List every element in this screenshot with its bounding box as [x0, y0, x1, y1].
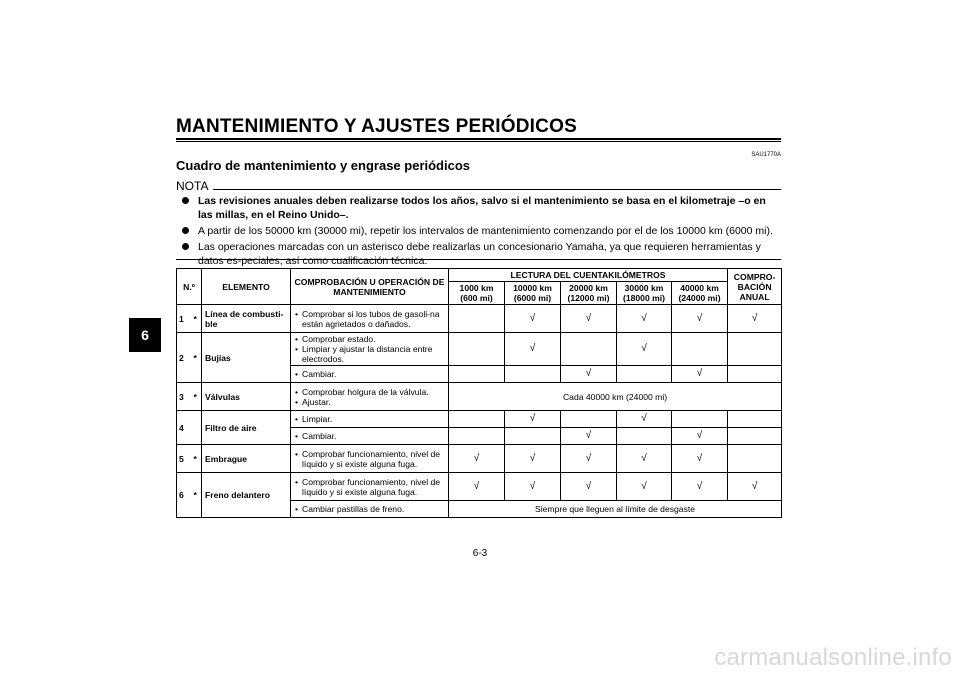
operation-cell — [291, 473, 449, 501]
element-name: Bujías — [202, 333, 291, 383]
empty-cell — [728, 428, 782, 445]
check-mark-icon: √ — [617, 445, 672, 473]
bullet-icon — [182, 227, 189, 234]
operation-line: • Comprobar estado. — [295, 334, 445, 344]
element-name: Línea de combusti-ble — [202, 305, 291, 333]
maintenance-table — [176, 268, 782, 518]
check-mark-icon: √ — [672, 366, 728, 383]
empty-cell — [672, 333, 728, 366]
dealer-asterisk: * — [192, 333, 202, 383]
check-mark-icon: √ — [672, 305, 728, 333]
element-name: Freno delantero — [202, 473, 291, 518]
row-number: 1 — [177, 305, 192, 333]
check-mark-icon: √ — [617, 305, 672, 333]
empty-cell — [449, 305, 505, 333]
interval-mi: (600 mi) — [460, 293, 493, 303]
check-mark-icon: √ — [561, 473, 617, 501]
empty-cell — [728, 366, 782, 383]
operation-cell — [291, 411, 449, 428]
note-text: Las operaciones marcadas con un asterisco debe realizarlas un concesionario Yamaha, ya que requieren herramientas y datos es-peciales, así como cualificación técnica. — [198, 241, 761, 267]
check-mark-icon: √ — [672, 445, 728, 473]
operation-line: • Comprobar holgura de la válvula. — [295, 387, 445, 397]
interval-km: 20000 km — [569, 283, 608, 293]
note-rule — [213, 189, 781, 190]
header-odometer: LECTURA DEL CUENTAKILÓMETROS — [449, 269, 728, 282]
check-mark-icon: √ — [505, 411, 561, 428]
check-mark-icon: √ — [617, 473, 672, 501]
table-row — [177, 473, 782, 501]
operation-cell — [291, 305, 449, 333]
operation-line: • Cambiar pastillas de freno. — [295, 504, 445, 514]
element-name: Filtro de aire — [202, 411, 291, 445]
check-mark-icon: √ — [561, 445, 617, 473]
row-number: 2 — [177, 333, 192, 383]
row-number: 3 — [177, 383, 192, 411]
empty-cell — [617, 366, 672, 383]
check-mark-icon: √ — [617, 411, 672, 428]
empty-cell — [449, 428, 505, 445]
header-annual: COMPRO-BACIÓN ANUAL — [728, 269, 782, 305]
chapter-tab: 6 — [129, 318, 161, 352]
empty-cell — [728, 333, 782, 366]
dealer-asterisk: * — [192, 305, 202, 333]
empty-cell — [617, 428, 672, 445]
bullet-icon — [182, 243, 189, 250]
operation-line: • Comprobar funcionamiento, nivel de líquido y si existe alguna fuga. — [295, 449, 445, 469]
operation-line: • Limpiar y ajustar la distancia entre electrodos. — [295, 344, 445, 364]
notes-end-rule — [176, 259, 781, 260]
header-interval — [617, 282, 672, 305]
check-mark-icon: √ — [561, 366, 617, 383]
operation-cell — [291, 366, 449, 383]
page-number: 6-3 — [472, 548, 488, 559]
row-number: 4 — [177, 411, 192, 445]
dealer-asterisk: * — [192, 383, 202, 411]
empty-cell — [449, 333, 505, 366]
document-code: SAU1770A — [751, 152, 781, 158]
header-interval — [449, 282, 505, 305]
note-label: NOTA — [176, 179, 209, 193]
header-interval — [561, 282, 617, 305]
note-item — [182, 194, 781, 222]
element-name: Válvulas — [202, 383, 291, 411]
interval-km: 40000 km — [680, 283, 719, 293]
header-interval — [672, 282, 728, 305]
check-mark-icon: √ — [672, 473, 728, 501]
header-element: ELEMENTO — [202, 269, 291, 305]
check-mark-icon: √ — [728, 473, 782, 501]
check-mark-icon: √ — [449, 445, 505, 473]
operation-line: • Comprobar si los tubos de gasoli-na están agrietados o dañados. — [295, 309, 445, 329]
empty-cell — [449, 366, 505, 383]
empty-cell — [505, 428, 561, 445]
operation-line: • Limpiar. — [295, 414, 445, 424]
page-title: MANTENIMIENTO Y AJUSTES PERIÓDICOS — [176, 116, 577, 137]
header-num: N.º — [177, 269, 202, 305]
header-interval — [505, 282, 561, 305]
table-row — [177, 411, 782, 428]
operation-line: • Comprobar funcionamiento, nivel de líquido y si existe alguna fuga. — [295, 477, 445, 497]
note-header — [176, 179, 781, 193]
empty-cell — [728, 445, 782, 473]
dealer-asterisk: * — [192, 445, 202, 473]
bullet-icon — [182, 197, 189, 204]
note-text: A partir de los 50000 km (30000 mi), repetir los intervalos de mantenimiento comenzando por el de los 10000 km (6000 mi). — [198, 225, 773, 237]
table-row — [177, 333, 782, 366]
interval-km: 10000 km — [513, 283, 552, 293]
section-title: Cuadro de mantenimiento y engrase periódicos — [176, 158, 471, 173]
check-mark-icon: √ — [505, 473, 561, 501]
header-operation: COMPROBACIÓN U OPERACIÓN DE MANTENIMIENTO — [291, 269, 449, 305]
dealer-asterisk — [192, 411, 202, 445]
interval-mi: (6000 mi) — [513, 293, 552, 303]
table-row — [177, 305, 782, 333]
check-mark-icon: √ — [505, 445, 561, 473]
element-name: Embrague — [202, 445, 291, 473]
check-mark-icon: √ — [728, 305, 782, 333]
empty-cell — [561, 411, 617, 428]
empty-cell — [505, 366, 561, 383]
check-mark-icon: √ — [617, 333, 672, 366]
interval-note: Cada 40000 km (24000 mi) — [449, 383, 782, 411]
interval-mi: (18000 mi) — [622, 293, 666, 303]
table-row — [177, 445, 782, 473]
note-item — [182, 240, 781, 268]
dealer-asterisk: * — [192, 473, 202, 518]
table-row — [177, 383, 782, 411]
check-mark-icon: √ — [561, 305, 617, 333]
interval-km: 1000 km — [459, 283, 494, 293]
operation-line: • Cambiar. — [295, 369, 445, 379]
watermark: carmanualsonline.info — [714, 644, 952, 671]
row-number: 6 — [177, 473, 192, 518]
empty-cell — [728, 411, 782, 428]
operation-line: • Ajustar. — [295, 397, 445, 407]
interval-note: Siempre que lleguen al límite de desgaste — [449, 501, 782, 518]
interval-km: 30000 km — [624, 283, 664, 293]
interval-mi: (12000 mi) — [567, 293, 610, 303]
operation-cell — [291, 445, 449, 473]
operation-cell — [291, 428, 449, 445]
row-number: 5 — [177, 445, 192, 473]
operation-cell — [291, 333, 449, 366]
operation-cell — [291, 501, 449, 518]
note-item — [182, 224, 781, 238]
empty-cell — [449, 411, 505, 428]
empty-cell — [561, 333, 617, 366]
check-mark-icon: √ — [561, 428, 617, 445]
note-text: Las revisiones anuales deben realizarse todos los años, salvo si el mantenimiento se basa en el kilometraje –o en las millas, en el Reino Unido–. — [198, 195, 766, 221]
operation-cell — [291, 383, 449, 411]
operation-line: • Cambiar. — [295, 431, 445, 441]
empty-cell — [672, 411, 728, 428]
interval-mi: (24000 mi) — [678, 293, 721, 303]
header-row — [177, 269, 782, 282]
title-rule — [176, 138, 781, 142]
table-body — [177, 305, 782, 518]
check-mark-icon: √ — [505, 333, 561, 366]
check-mark-icon: √ — [505, 305, 561, 333]
check-mark-icon: √ — [449, 473, 505, 501]
check-mark-icon: √ — [672, 428, 728, 445]
